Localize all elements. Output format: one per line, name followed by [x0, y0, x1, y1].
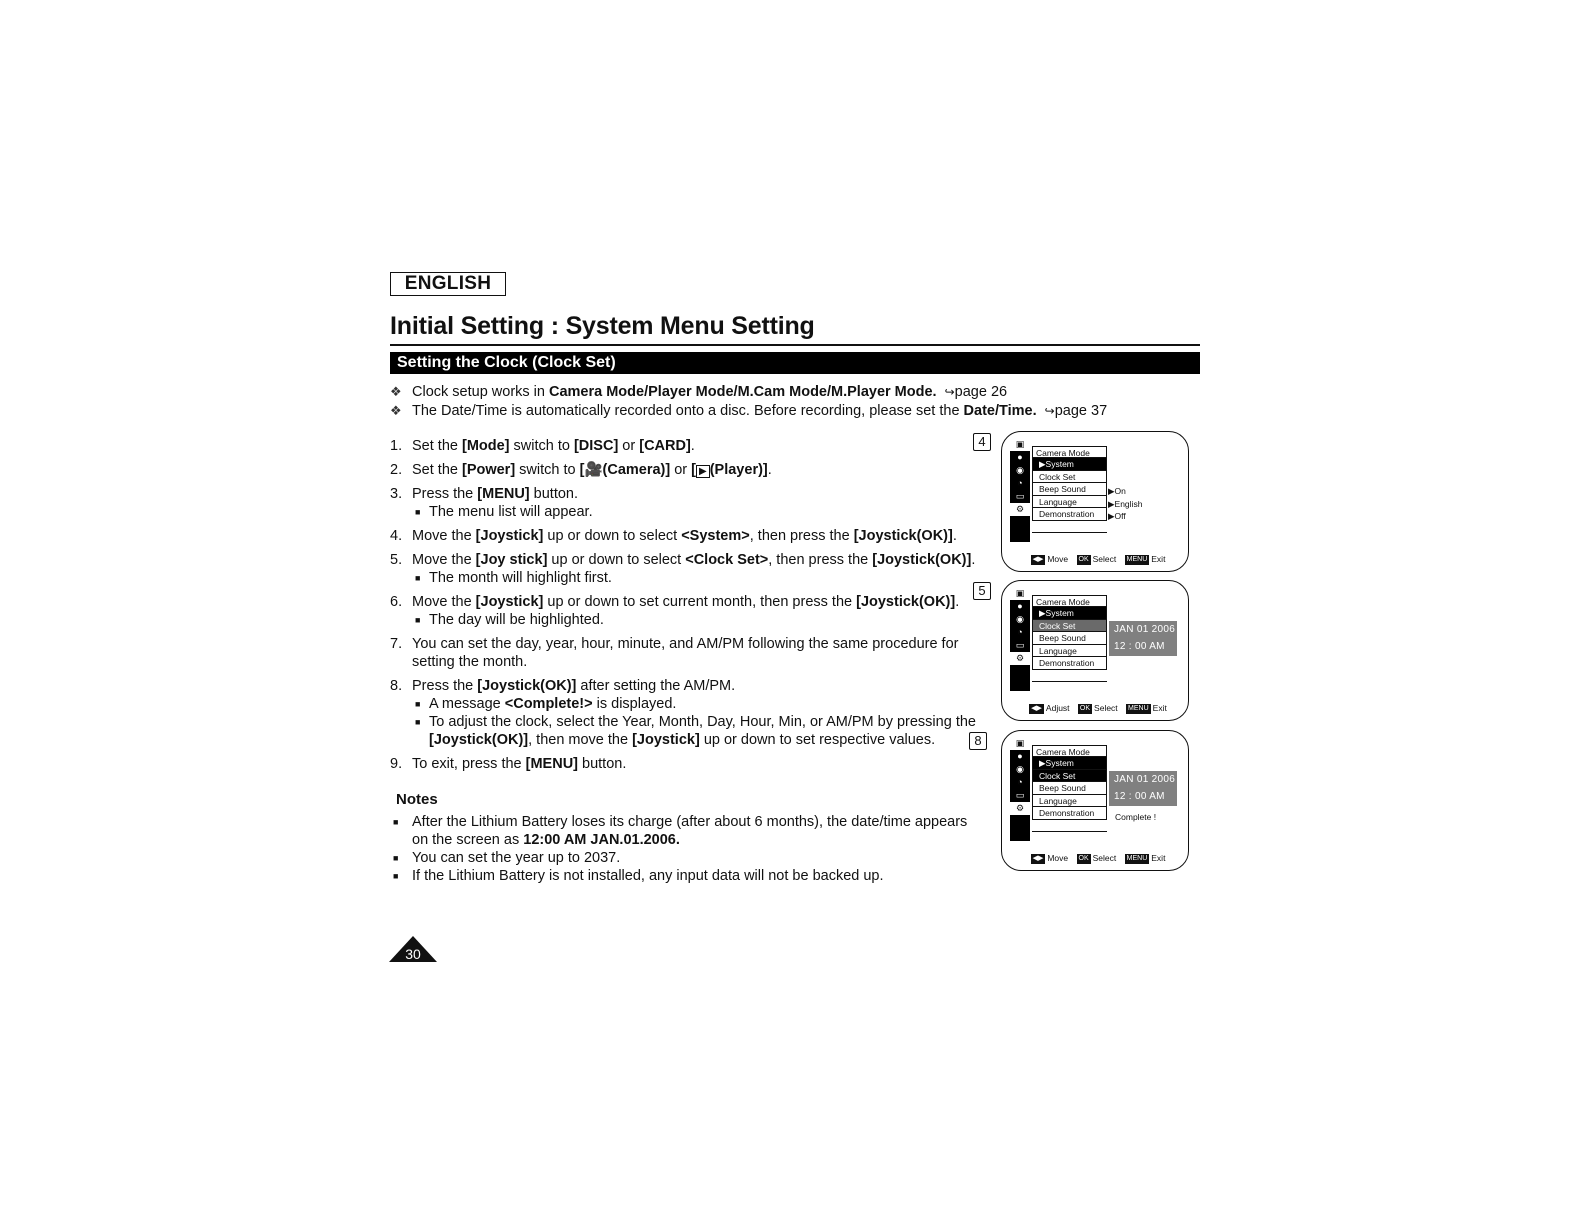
date-time-display: [1109, 771, 1177, 806]
note-item: ■ You can set the year up to 2037.: [393, 850, 621, 866]
diamond-bullet-icon: ❖: [390, 384, 402, 399]
move-key-icon: ◀▶: [1032, 855, 1044, 862]
menu-item-demonstration[interactable]: Demonstration: [1032, 508, 1107, 521]
menu-item-language[interactable]: Language: [1032, 496, 1107, 509]
adjust-key-icon: ◀▶: [1031, 705, 1042, 712]
language-badge: ENGLISH: [390, 272, 506, 296]
figure-label-4: 4: [973, 433, 991, 451]
record-tab-icon: ●: [1017, 751, 1023, 761]
clock-tab-icon: ◔: [1017, 478, 1023, 488]
play-icon: ▶: [696, 465, 710, 478]
complete-message: Complete !: [1115, 812, 1157, 822]
note-item: ■ If the Lithium Battery is not installed, any input data will not be backed up.: [393, 868, 884, 884]
camera-tab-icon: ▣: [1010, 438, 1030, 451]
menu-item-system[interactable]: ▶System: [1032, 458, 1107, 471]
photo-tab-icon: ◉: [1016, 764, 1024, 774]
menu-item-language[interactable]: Language: [1032, 795, 1107, 808]
menu-item-clock-set[interactable]: Clock Set: [1032, 471, 1107, 484]
notes-heading: Notes: [396, 791, 438, 808]
figure-label-8: 8: [969, 732, 987, 750]
menu-item-beep-sound[interactable]: Beep Sound: [1032, 782, 1107, 795]
page-ref-arrow-icon: ↪: [944, 385, 955, 399]
tv-tab-icon: ▭: [1015, 790, 1025, 800]
note-item: ■ After the Lithium Battery loses its charge (after about 6 months), the date/time appears on the screen as 12:00 AM JAN.01.2006.: [393, 814, 968, 848]
page-number-badge: [388, 935, 438, 963]
sub-bullet: ■ The menu list will appear.: [415, 504, 593, 520]
page-title: Initial Setting : System Menu Setting: [390, 312, 815, 340]
figure-label-5: 5: [973, 582, 991, 600]
gear-tab-icon: ⚙: [1010, 652, 1030, 665]
step-1: 1. Set the [Mode] switch to [DISC] or [CARD].: [390, 438, 695, 454]
date-time-display[interactable]: [1109, 621, 1177, 656]
sub-bullet: ■ The month will highlight first.: [415, 570, 612, 586]
step-5: 5. Move the [Joy stick] up or down to select <Clock Set>, then press the [Joystick(OK)]. ■ The month will highlight first.: [390, 551, 980, 587]
date-value: JAN 01 2006: [1114, 774, 1176, 785]
page-reference: page 37: [1054, 403, 1108, 419]
page-number: 30: [405, 946, 421, 962]
screen-figure-8: [1001, 730, 1189, 871]
screen-figure-4: [1001, 431, 1189, 572]
step-7: 7. You can set the day, year, hour, minute, and AM/PM following the same procedure for setting the month.: [390, 636, 959, 670]
title-divider: [390, 344, 1200, 346]
menu-key-icon: MENU: [1126, 556, 1148, 563]
photo-tab-icon: ◉: [1016, 465, 1024, 475]
menu-item-system[interactable]: ▶System: [1032, 607, 1107, 620]
section-heading: Setting the Clock (Clock Set): [390, 352, 1200, 374]
step-2: 2. Set the [Power] switch to [🎥(Camera)] or [ ▶ (Player)].: [390, 462, 772, 478]
diamond-bullet-icon: ❖: [390, 403, 402, 418]
ok-key-icon: OK: [1079, 705, 1091, 712]
sub-bullet: ■ To adjust the clock, select the Year, Month, Day, Hour, Min, or AM/PM by pressing the [Joystick(OK)], then move the [Joystick] up or down to set respective values.: [415, 714, 976, 748]
step-9: 9. To exit, press the [MENU] button.: [390, 756, 627, 772]
record-tab-icon: ●: [1017, 601, 1023, 611]
menu-header: Camera Mode: [1032, 595, 1107, 607]
menu-item-beep-sound[interactable]: Beep Sound: [1032, 483, 1107, 496]
screen-footer: ◀▶ Move OK Select MENU Exit: [1032, 853, 1166, 864]
menu-key-icon: MENU: [1128, 705, 1149, 712]
menu-list: [1032, 446, 1107, 533]
sub-bullet: ■ A message <Complete!> is displayed.: [415, 696, 677, 712]
menu-item-system[interactable]: ▶System: [1032, 757, 1107, 770]
camera-tab-icon: ▣: [1010, 587, 1030, 600]
menu-header: Camera Mode: [1032, 745, 1107, 757]
screen-footer: ◀▶ Move OK Select MENU Exit: [1032, 554, 1166, 565]
gear-tab-icon: ⚙: [1010, 503, 1030, 516]
screen-footer: ◀▶ Adjust OK Select MENU Exit: [1031, 703, 1167, 714]
menu-item-language[interactable]: Language: [1032, 645, 1107, 658]
menu-item-clock-set[interactable]: Clock Set: [1032, 620, 1107, 633]
intro-item: [390, 403, 1210, 422]
step-3: 3. Press the [MENU] button. ■ The menu list will appear.: [390, 485, 980, 521]
intro-list: [390, 384, 1210, 422]
sub-bullet: ■ The day will be highlighted.: [415, 612, 604, 628]
menu-item-beep-sound[interactable]: Beep Sound: [1032, 632, 1107, 645]
clock-tab-icon: ◔: [1017, 777, 1023, 787]
camera-icon: 🎥: [584, 462, 603, 478]
menu-list: [1032, 595, 1107, 682]
menu-item-demonstration[interactable]: Demonstration: [1032, 807, 1107, 820]
menu-list: [1032, 745, 1107, 832]
screen-figure-5: [1001, 580, 1189, 721]
intro-text: Clock setup works in Camera Mode/Player Mode/M.Cam Mode/M.Player Mode. ↪page 26: [412, 384, 1008, 400]
menu-header: Camera Mode: [1032, 446, 1107, 458]
step-6: 6. Move the [Joystick] up or down to set current month, then press the [Joystick(OK)]. ■ The day will be highlighted.: [390, 593, 980, 629]
intro-text: The Date/Time is automatically recorded onto a disc. Before recording, please set the Date/Time. ↪page 37: [412, 403, 1108, 419]
tv-tab-icon: ▭: [1015, 491, 1025, 501]
ok-key-icon: OK: [1078, 556, 1089, 563]
ok-key-icon: OK: [1078, 855, 1089, 862]
record-tab-icon: ●: [1017, 452, 1023, 462]
notes-list: [390, 813, 980, 885]
tv-tab-icon: ▭: [1015, 640, 1025, 650]
photo-tab-icon: ◉: [1016, 614, 1024, 624]
step-4: 4. Move the [Joystick] up or down to select <System>, then press the [Joystick(OK)].: [390, 528, 957, 544]
clock-tab-icon: ◔: [1017, 627, 1023, 637]
intro-item: [390, 384, 1210, 403]
gear-tab-icon: ⚙: [1010, 802, 1030, 815]
menu-key-icon: MENU: [1126, 855, 1148, 862]
time-value: 12 : 00 AM: [1114, 641, 1165, 652]
date-value: JAN 01 2006: [1114, 624, 1176, 635]
page-ref-arrow-icon: ↪: [1044, 404, 1055, 418]
move-key-icon: ◀▶: [1032, 556, 1044, 563]
step-list: [390, 437, 980, 779]
camera-tab-icon: ▣: [1010, 737, 1030, 750]
time-value: 12 : 00 AM: [1114, 791, 1165, 802]
menu-item-demonstration[interactable]: Demonstration: [1032, 657, 1107, 670]
menu-values: ▶On ▶English ▶Off: [1108, 486, 1143, 521]
menu-item-clock-set[interactable]: Clock Set: [1032, 770, 1107, 783]
page-reference: page 26: [954, 384, 1008, 400]
step-8: 8. Press the [Joystick(OK)] after setting the AM/PM. ■ A message <Complete!> is displayed. ■ To adjust the clock, select the Year, Month, Day, Hour, Min, or AM/PM by pressing the [Joystick(OK)], then move the [Joystick] up or down to set respective values.: [390, 677, 980, 749]
